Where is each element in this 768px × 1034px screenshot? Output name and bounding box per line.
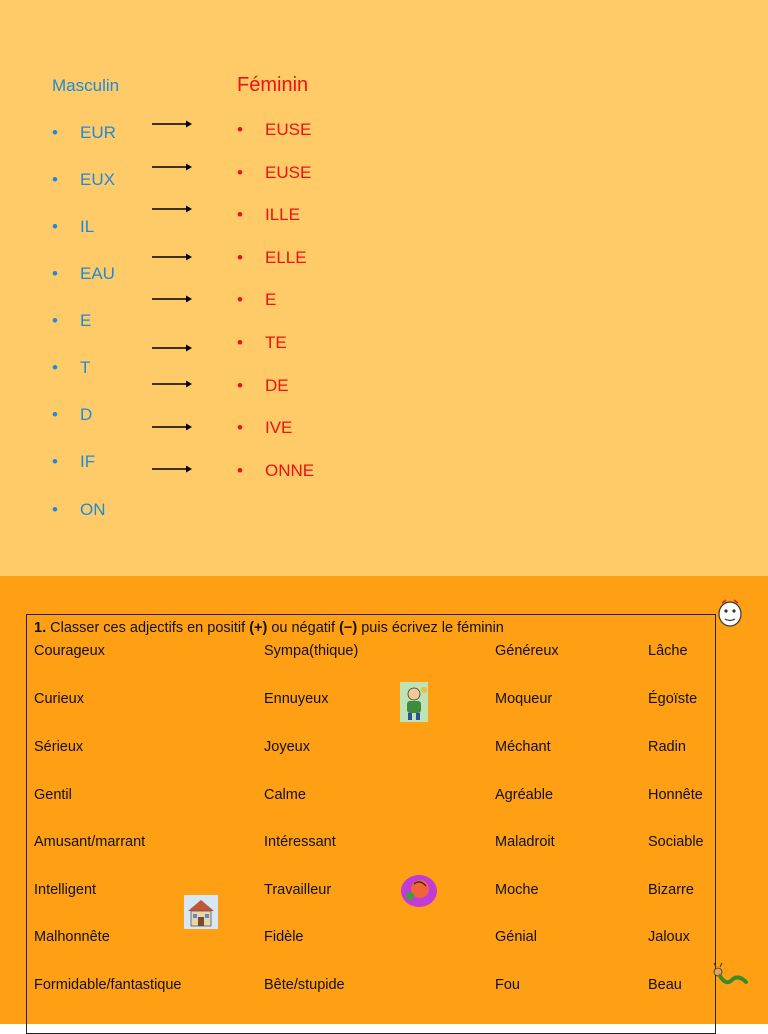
exercise-instruction: 1. Classer ces adjectifs en positif (+) ou négatif (−) puis écrivez le féminin — [34, 620, 504, 636]
adjective-cell: Gentil — [34, 787, 72, 803]
adjective-cell: Travailleur — [264, 882, 332, 898]
adjective-cell: Ennuyeux — [264, 691, 329, 707]
adjective-cell: Sociable — [648, 834, 704, 850]
arrow-right-icon — [152, 379, 192, 389]
adjective-cell: Joyeux — [264, 739, 310, 755]
arrow-right-icon — [152, 204, 192, 214]
adjective-cell: Malhonnête — [34, 929, 110, 945]
arrow-right-icon — [152, 343, 192, 353]
adjective-cell: Moqueur — [495, 691, 553, 707]
adjective-cell: Bête/stupide — [264, 977, 345, 993]
adjective-cell: Moche — [495, 882, 539, 898]
adjective-cell: Égoïste — [648, 691, 698, 707]
adjective-cell: Fou — [495, 977, 520, 993]
adjective-cell: Généreux — [495, 643, 559, 659]
adjective-cell: Bizarre — [648, 882, 694, 898]
adjective-cell: Intéressant — [264, 834, 336, 850]
adjective-cell: Lâche — [648, 643, 688, 659]
house-clipart-icon — [184, 895, 218, 929]
adjective-cell: Intelligent — [34, 882, 97, 898]
adjective-cell: Amusant/marrant — [34, 834, 146, 850]
adjective-cell: Beau — [648, 977, 682, 993]
adjective-cell: Honnête — [648, 787, 703, 803]
masculine-heading: Masculin — [52, 76, 120, 95]
adjective-cell: Génial — [495, 929, 537, 945]
adjective-cell: Sérieux — [34, 739, 84, 755]
arrow-right-icon — [152, 422, 192, 432]
arrow-right-icon — [152, 294, 192, 304]
ball-clipart-icon — [400, 874, 438, 908]
adjective-cell: Agréable — [495, 787, 554, 803]
adjective-cell: Fidèle — [264, 929, 304, 945]
adjective-cell: Curieux — [34, 691, 84, 707]
adjective-cell: Sympa(thique) — [264, 643, 359, 659]
adjective-cell: Maladroit — [495, 834, 555, 850]
adjective-cell: Radin — [648, 739, 686, 755]
adjective-cell: Jaloux — [648, 929, 690, 945]
boy-clipart-icon — [400, 682, 428, 722]
arrow-right-icon — [152, 162, 192, 172]
adjective-cell: Méchant — [495, 739, 551, 755]
adjective-cell: Calme — [264, 787, 306, 803]
arrow-right-icon — [152, 464, 192, 474]
exercise-table — [26, 614, 716, 1034]
arrow-right-icon — [152, 119, 192, 129]
arrow-right-icon — [152, 252, 192, 262]
feminine-heading: Féminin — [237, 74, 309, 96]
adjective-cell: Formidable/fantastique — [34, 977, 182, 993]
adjective-cell: Courageux — [34, 643, 105, 659]
caterpillar-clipart-icon — [712, 962, 748, 990]
face-clipart-icon — [716, 598, 746, 630]
